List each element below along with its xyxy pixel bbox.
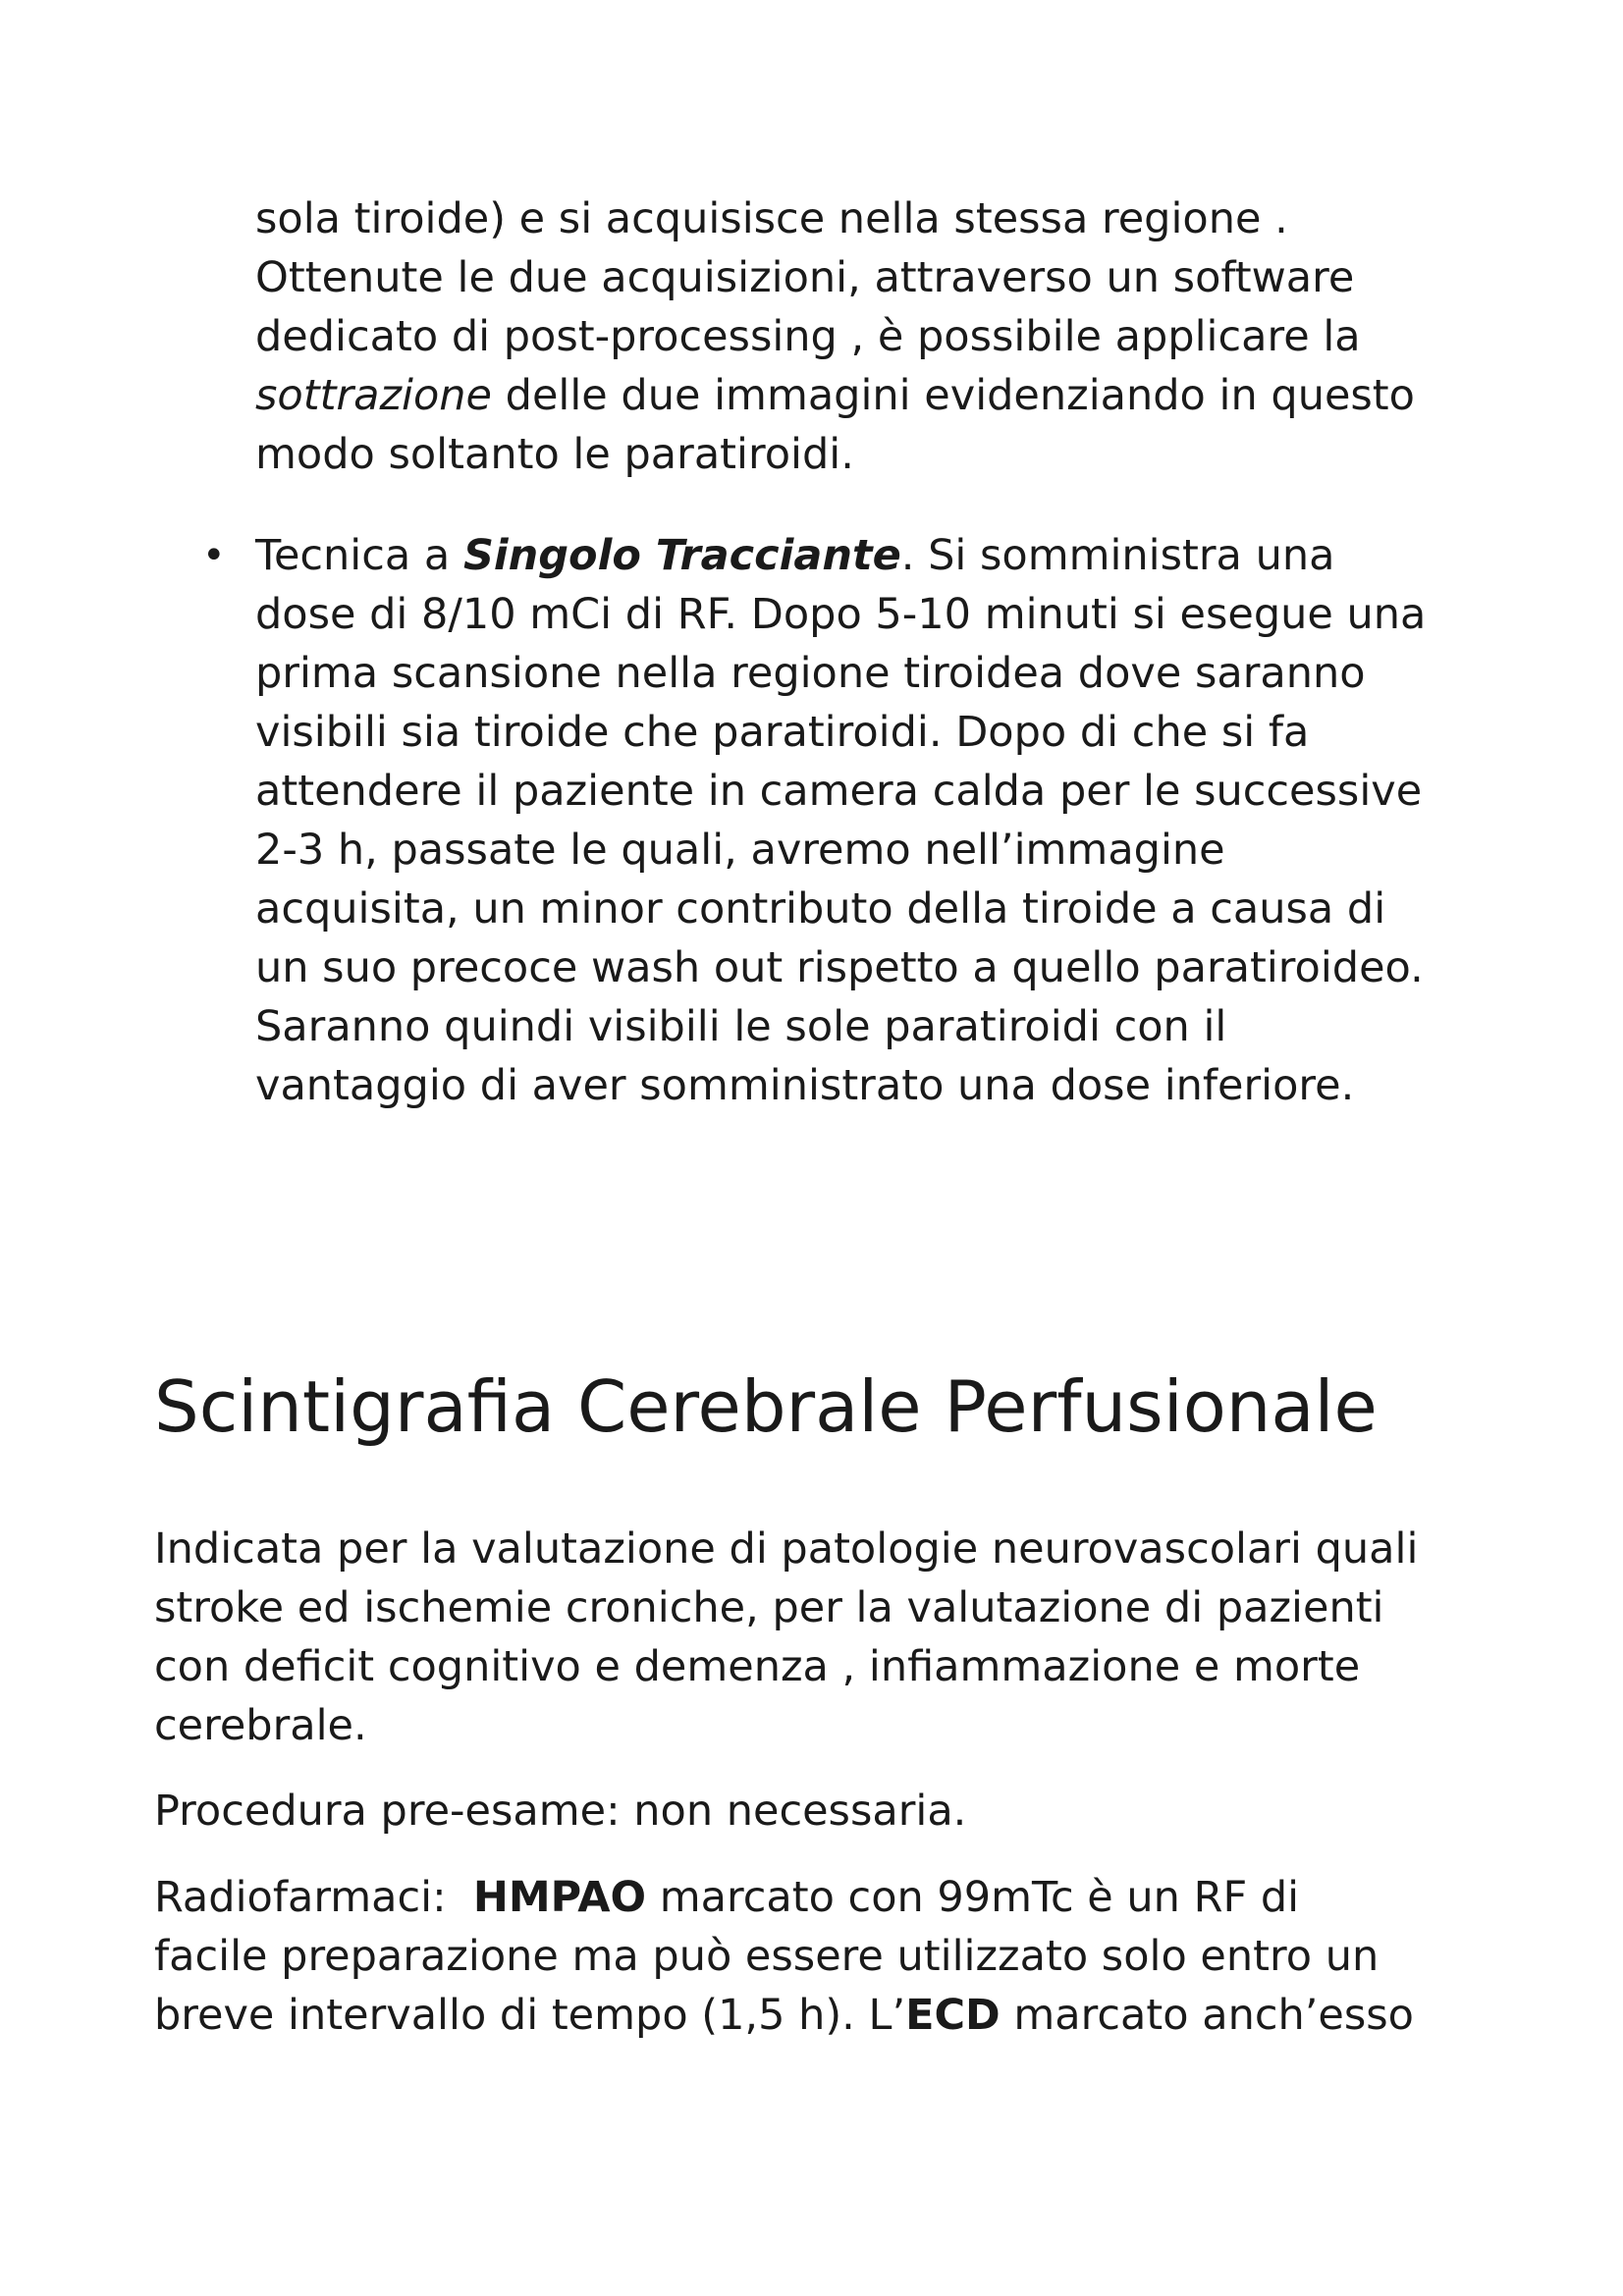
text-line: con deficit cognitivo e demenza , infiammazione e morte: [154, 1642, 1361, 1691]
text-line: modo soltanto le paratiroidi.: [255, 430, 854, 479]
bullet-icon: •: [202, 533, 226, 578]
radiofarmaci-paragraph: [154, 1868, 1509, 2045]
text-line: cerebrale.: [154, 1701, 367, 1750]
text-run: marcato anch’esso: [1000, 1991, 1414, 2040]
text-line: dose di 8/10 mCi di RF. Dopo 5-10 minuti si esegue una: [255, 590, 1427, 639]
hmpao-term: HMPAO: [472, 1873, 647, 1922]
text-line: dedicato di post-processing , è possibile applicare la: [255, 312, 1361, 361]
text-run: Radiofarmaci:: [154, 1873, 473, 1922]
text-line: attendere il paziente in camera calda per le successive: [255, 767, 1423, 816]
text-line: vantaggio di aver somministrato una dose inferiore.: [255, 1061, 1355, 1110]
text-line: Ottenute le due acquisizioni, attraverso un software: [255, 253, 1355, 302]
text-line: sola tiroide) e si acquisisce nella stessa regione .: [255, 194, 1288, 243]
text-line: [154, 1868, 1509, 1927]
text-line: [255, 366, 1492, 425]
text-line: visibili sia tiroide che paratiroidi. Dopo di che si fa: [255, 708, 1310, 757]
text-line: acquisita, un minor contributo della tiroide a causa di: [255, 884, 1386, 934]
text-run: . Si somministra una: [900, 531, 1335, 580]
text-line: prima scansione nella regione tiroidea dove saranno: [255, 649, 1366, 698]
text-run: marcato con 99mTc è un RF di: [646, 1873, 1300, 1922]
bullet-item-singolo-tracciante: [202, 526, 1492, 1115]
italic-term: sottrazione: [255, 371, 492, 420]
text-line: Indicata per la valutazione di patologie neurovascolari quali: [154, 1524, 1419, 1574]
text-line: 2-3 h, passate le quali, avremo nell’immagine: [255, 826, 1225, 875]
procedura-paragraph: [154, 1782, 1509, 1841]
indicata-paragraph: [154, 1520, 1509, 1755]
text-line: Procedura pre-esame: non necessaria.: [154, 1787, 967, 1836]
text-line: un suo precoce wash out rispetto a quello paratiroideo.: [255, 943, 1424, 992]
text-line: stroke ed ischemie croniche, per la valutazione di pazienti: [154, 1583, 1384, 1632]
text-run: Tecnica a: [255, 531, 463, 580]
text-line: [255, 526, 1492, 585]
ecd-term: ECD: [905, 1991, 1001, 2040]
text-run: breve intervallo di tempo (1,5 h). L’: [154, 1991, 906, 2040]
text-run: delle due immagini evidenziando in questo: [492, 371, 1415, 420]
text-line: Saranno quindi visibili le sole paratiroidi con il: [255, 1002, 1227, 1051]
text-line: [154, 1986, 1509, 2045]
emphasis-term: Singolo Tracciante: [462, 531, 901, 580]
continuation-paragraph: [255, 189, 1492, 484]
text-line: facile preparazione ma può essere utilizzato solo entro un: [154, 1932, 1380, 1981]
section-heading: Scintigrafia Cerebrale Perfusionale: [154, 1365, 1378, 1448]
